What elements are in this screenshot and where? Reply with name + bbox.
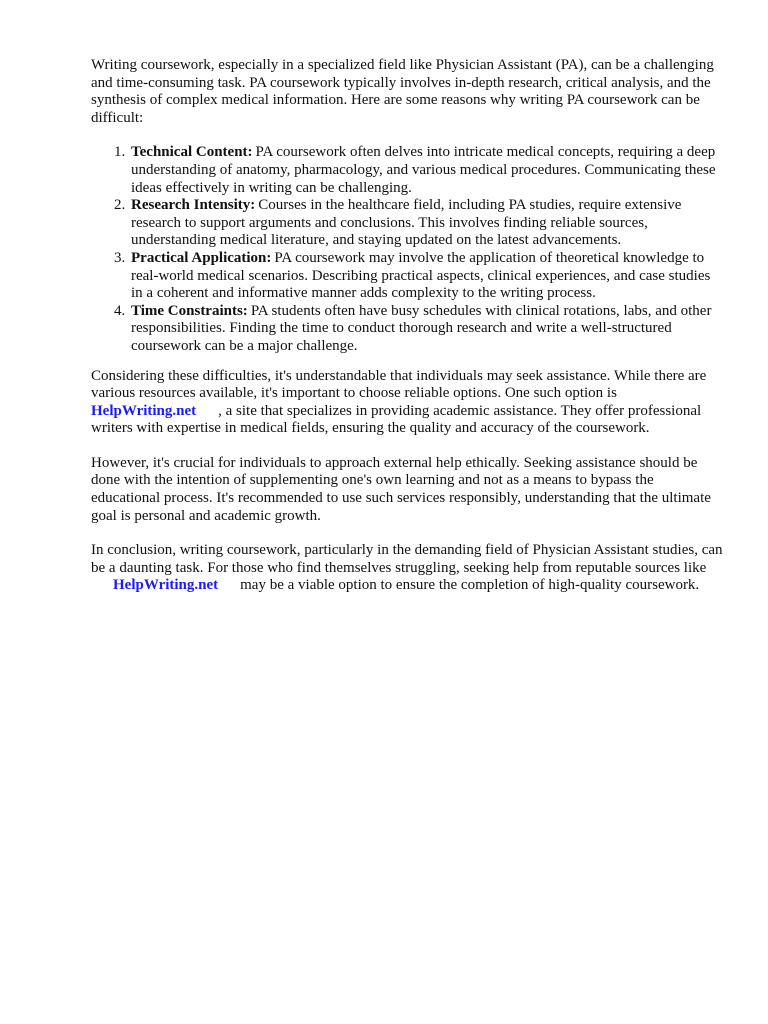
- reasons-list: [91, 144, 723, 355]
- options-text-after: , a site that specializes in providing academic assistance. They offer professional writers with expertise in medical fields, ensuring the quality and accuracy of the coursework.: [91, 402, 702, 437]
- options-paragraph: [91, 368, 723, 438]
- ethics-paragraph: However, it's crucial for individuals to approach external help ethically. Seeking assistance should be done with the intention of supplementing one's own learning and not as a means to bypass the educational process. It's recommended to use such services responsibly, understanding that the ultimate goal is personal and academic growth.: [91, 454, 711, 524]
- helpwriting-link[interactable]: HelpWriting.net: [113, 577, 219, 594]
- list-item: [129, 250, 723, 303]
- reason-term: Time Constraints:: [131, 302, 248, 319]
- conclusion-text-before: In conclusion, writing coursework, particularly in the demanding field of Physician Assistant studies, can be a daunting task. For those who find themselves struggling, seeking help from reputable sources like: [91, 542, 723, 576]
- reason-term: Technical Content:: [131, 144, 253, 161]
- reason-text: PA students often have busy schedules with clinical rotations, labs, and other responsibilities. Finding the time to conduct thorough research and write a well-structured coursework can be a major challenge.: [131, 302, 712, 354]
- conclusion-paragraph: [91, 542, 723, 595]
- reason-text: Courses in the healthcare field, including PA studies, require extensive research to support arguments and conclusions. This involves finding reliable sources, understanding medical literature, and staying updated on the latest advancements.: [131, 197, 682, 249]
- options-text-before: Considering these difficulties, it's understandable that individuals may seek assistance. While there are various resources available, it's important to choose reliable options. One such option is: [91, 367, 707, 402]
- reason-text: PA coursework may involve the application of theoretical knowledge to real-world medical scenarios. Describing practical aspects, clinical experiences, and case studies in a coherent and informative manner adds complexity to the writing process.: [131, 249, 711, 302]
- list-item: [129, 303, 723, 356]
- helpwriting-link[interactable]: HelpWriting.net: [91, 402, 197, 419]
- list-item: [129, 144, 723, 197]
- intro-paragraph: Writing coursework, especially in a specialized field like Physician Assistant (PA), can be a challenging and time-consuming task. PA coursework typically involves in-depth research, critical analysis, and the synthesis of complex medical information. Here are some reasons why writing PA coursework can be difficult:: [91, 57, 714, 126]
- reason-term: Research Intensity:: [131, 197, 256, 214]
- conclusion-text-after: may be a viable option to ensure the completion of high-quality coursework.: [240, 577, 700, 594]
- reason-term: Practical Application:: [131, 249, 272, 266]
- document-page: [91, 57, 723, 612]
- reason-text: PA coursework often delves into intricate medical concepts, requiring a deep understanding of anatomy, pharmacology, and various medical procedures. Communicating these ideas effectively in writing can be challenging.: [131, 144, 716, 196]
- list-item: [129, 197, 723, 250]
